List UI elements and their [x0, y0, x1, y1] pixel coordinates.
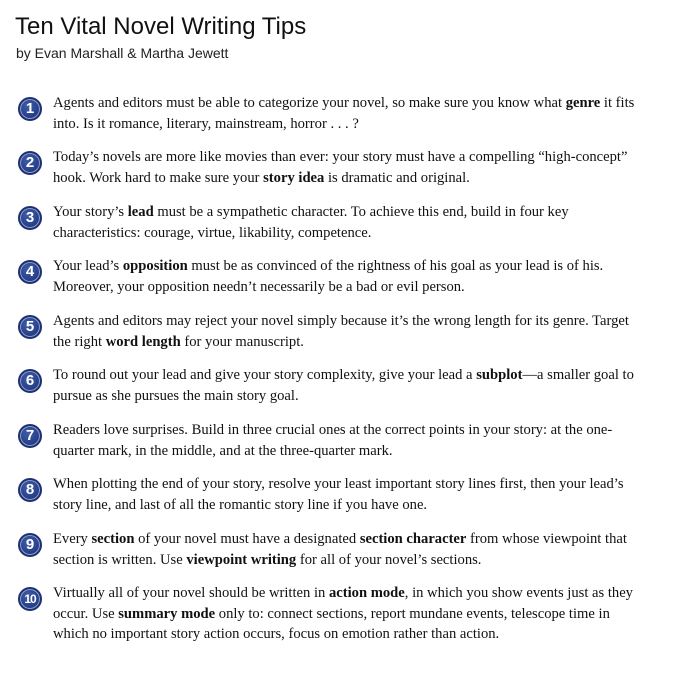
tip-text-segment: Agents and editors must be able to categorize your novel, so make sure you know what — [53, 95, 566, 111]
tip-text-segment: To round out your lead and give your story complexity, give your lead a — [53, 367, 477, 383]
tip-number-badge: 2 — [18, 151, 42, 175]
tip-keyword: subplot — [476, 367, 523, 383]
tip-text — [53, 420, 643, 461]
tip-number-badge: 1 — [18, 97, 42, 121]
tip-text-segment: from whose viewpoint that section is written. Use — [53, 531, 627, 568]
tip-text — [53, 529, 643, 570]
tip-text-segment: must be a sympathetic character. To achieve this end, build in four key characteristics: courage, virtue, likability, competence. — [53, 204, 569, 241]
tip-keyword: opposition — [122, 258, 188, 274]
tip-text-segment: Every — [53, 531, 92, 547]
tip-number-badge: 6 — [18, 369, 42, 393]
tip-text — [53, 147, 643, 188]
tip-text-segment: must be as convinced of the rightness of his goal as your lead is of his. Moreover, your opposition needn’t necessarily be a bad or evil person. — [53, 258, 604, 295]
tip-number-badge: 7 — [18, 424, 42, 448]
tip-text-segment: —a smaller goal to pursue as she pursues the main story goal. — [53, 367, 634, 404]
tip-keyword: section — [91, 531, 135, 547]
tip-text — [53, 311, 643, 352]
tip-text-segment: , in which you show events just as they occur. Use — [53, 585, 633, 622]
tip-number-badge: 3 — [18, 206, 42, 230]
tip-number-badge: 8 — [18, 478, 42, 502]
tip-keyword: section character — [359, 531, 467, 547]
tip-text-segment: Your lead’s — [53, 258, 123, 274]
tip-number-badge: 10 — [18, 587, 42, 611]
tip-text-segment: of your novel must have a designated — [134, 531, 360, 547]
tip-text-segment: for all of your novel’s sections. — [296, 551, 482, 568]
tip-number-badge: 5 — [18, 315, 42, 339]
tip-text-segment: Today’s novels are more like movies than ever: your story must have a compelling “high-concept” hook. Work hard to make sure your — [53, 149, 628, 186]
tip-keyword: story idea — [263, 169, 325, 186]
tip-text — [53, 256, 643, 297]
tip-keyword: viewpoint writing — [186, 551, 297, 568]
tip-text-segment: only to: connect sections, report mundane events, telescope time in which no important story action occurs, focus on emotion rather than action. — [53, 605, 610, 642]
tip-text-segment: is dramatic and original. — [324, 169, 470, 186]
tip-number-badge: 4 — [18, 260, 42, 284]
tip-text-segment: Readers love surprises. Build in three crucial ones at the correct points in your story: at the one-quarter mark, in the middle, and at the three-quarter mark. — [53, 422, 613, 459]
tip-text-segment: Virtually all of your novel should be written in — [53, 585, 329, 601]
tip-text-segment: Agents and editors may reject your novel simply because it’s the wrong length for its genre. Target the right — [53, 313, 629, 350]
tip-text — [53, 93, 643, 134]
page-title: Ten Vital Novel Writing Tips — [15, 13, 307, 40]
byline: by Evan Marshall & Martha Jewett — [16, 45, 229, 61]
tip-keyword: action mode — [328, 585, 405, 601]
tip-keyword: word length — [105, 333, 181, 350]
tip-number-badge: 9 — [18, 533, 42, 557]
tip-keyword: summary mode — [118, 605, 216, 622]
tip-keyword: lead — [127, 204, 154, 220]
tip-text-segment: for your manuscript. — [180, 333, 304, 350]
tip-keyword: genre — [565, 95, 601, 111]
tip-text — [53, 583, 643, 645]
tip-text-segment: it fits into. Is it romance, literary, mainstream, horror . . . ? — [53, 95, 635, 132]
tip-text — [53, 202, 643, 243]
tip-text — [53, 365, 643, 406]
tip-text-segment: When plotting the end of your story, resolve your least important story lines first, then your lead’s story line, and last of all the romantic story line if you have one. — [53, 476, 624, 513]
tip-text-segment: Your story’s — [53, 204, 128, 220]
tip-text — [53, 474, 643, 515]
